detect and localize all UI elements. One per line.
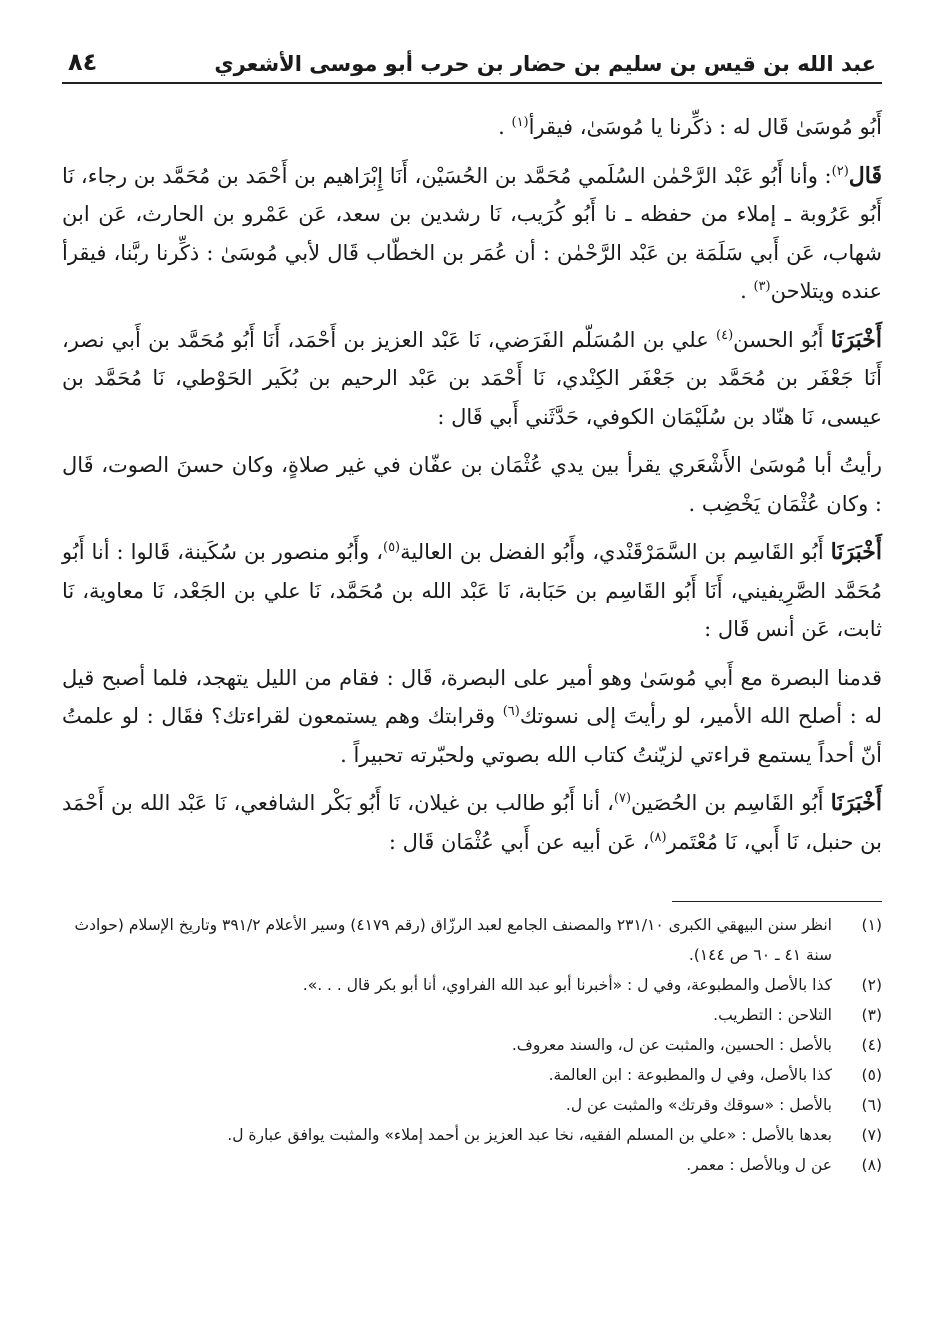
- paragraph-tail: .: [498, 115, 512, 139]
- header-title: عبد الله بن قيس بن سليم بن حضار بن حرب أبو موسى الأشعري: [214, 52, 876, 76]
- footnote-item: [62, 1030, 882, 1060]
- paragraph-text: أَبُو القَاسِم بن السَّمَرْقَنْدي، وأَبُو الفضل بن العالية: [400, 540, 831, 564]
- footnote-text: عن ل وبالأصل : معمر.: [686, 1156, 832, 1174]
- footnote-item: [62, 1150, 882, 1180]
- running-header: [62, 40, 882, 84]
- paragraph-2: [62, 157, 882, 311]
- paragraph-text: وقرابتك وهم يستمعون لقراءتك؟ فقَال : لو علمتُ أنّ أحداً يستمع قراءتي لزيّنتُ كتاب الله بصوتي ولحبّرته تحبيراً .: [62, 704, 882, 767]
- paragraph-lead: أَخْبَرَنَا: [830, 539, 882, 565]
- paragraph-3: [62, 321, 882, 437]
- paragraph-4: [62, 446, 882, 523]
- paragraph-lead: قَال: [848, 162, 882, 189]
- paragraph-text: : وأنا أَبُو عَبْد الرَّحْمٰن السُلَمي مُحَمَّد بن الحُسَيْن، أَنَا إِبْرَاهيم بن أَحْمَد بن مُحَمَّد بن رجاء، نَا أَبُو عَرُوبة ـ إملاء من حفظه ـ نا أَبُو كُرَيب، نَا رشدين بن سعد، عَن عَمْرو بن الحارث، عَن ابن شهاب، عَن أَبي سَلَمَة بن عَبْد الرَّحْمٰن : أن عُمَر بن الخطّاب قَال لأبي مُوسَىٰ : ذكِّرنا ربَّنا، فيقرأ عنده ويتلاحن: [62, 163, 882, 303]
- footnote-ref: (٨): [649, 829, 667, 845]
- paragraph-lead: أَخْبَرَنَا: [830, 326, 883, 353]
- book-page: [62, 40, 882, 1310]
- paragraph-5: [62, 533, 882, 649]
- footnote-number: (١): [861, 916, 882, 934]
- paragraph-lead: أَخْبَرَنَا: [830, 790, 882, 816]
- footnote-ref: (٣): [753, 279, 771, 294]
- footnote-item: [62, 1060, 882, 1090]
- footnote-item: [62, 1000, 882, 1030]
- footnote-ref: (١): [511, 115, 529, 130]
- footnote-text: كذا بالأصل، وفي ل والمطبوعة : ابن العالمة.: [548, 1066, 832, 1084]
- footnote-number: (٣): [861, 1006, 882, 1024]
- page-number: ٨٤: [68, 48, 98, 76]
- footnote-text: التلاحن : التطريب.: [713, 1006, 832, 1024]
- paragraph-7: [62, 784, 882, 861]
- footnote-number: (٦): [861, 1096, 882, 1114]
- paragraph-text: رأيتُ أبا مُوسَىٰ الأَشْعَري يقرأ بين يدي عُثْمَان بن عفّان في غير صلاةٍ، وكان حسنَ الصوت، قَال : وكان عُثْمَان يَخْضِب .: [62, 453, 882, 516]
- footnote-text: بعدها بالأصل : «علي بن المسلم الفقيه، نخا عبد العزيز بن أحمد إملاء» والمثبت يوافق عبارة ل.: [227, 1126, 832, 1144]
- footnote-text: انظر سنن البيهقي الكبرى ٢٣١/١٠ والمصنف الجامع لعبد الرزّاق (رقم ٤١٧٩) وسير الأعلام ٣٩١/٢ وتاريخ الإسلام (حوادث سنة ٤١ ـ ٦٠ ص ١٤٤).: [74, 916, 832, 964]
- footnote-text: بالأصل : الحسين، والمثبت عن ل، والسند معروف.: [511, 1036, 832, 1054]
- footnote-item: [62, 910, 882, 970]
- paragraph-text: ، أنا أَبُو طالب بن غيلان، نَا أَبُو بَكْر الشافعي، نَا عَبْد الله بن أَحْمَد بن حنبل، نَا أَبي، نَا مُعْتَمر: [62, 791, 882, 854]
- footnote-number: (٢): [861, 976, 882, 994]
- footnote-ref: (٧): [613, 791, 632, 806]
- paragraph-6: [62, 659, 882, 775]
- paragraph-text: أَبُو القَاسِم بن الحُصَين: [631, 791, 831, 815]
- footnote-text: كذا بالأصل والمطبوعة، وفي ل : «أخبرنا أبو عبد الله الفراوي، أنا أبو بكر قال . . .».: [302, 976, 832, 994]
- footnote-item: [62, 1090, 882, 1120]
- paragraph-text: ، عَن أبيه عن أَبي عُثْمَان قَال :: [388, 829, 650, 854]
- footnote-number: (٥): [861, 1066, 882, 1084]
- footnote-number: (٤): [861, 1036, 882, 1054]
- paragraph-tail: .: [740, 279, 754, 303]
- main-text: [62, 108, 882, 861]
- footnote-text: بالأصل : «سوقك وقرتك» والمثبت عن ل.: [565, 1096, 832, 1114]
- paragraph-1: [62, 108, 882, 147]
- paragraph-text: ، وأَبُو منصور بن سُكَينة، قَالوا : أنا أَبُو مُحَمَّد الصَّرِيفيني، أَنَا أَبُو القَاسِم بن حَبَابة، نَا عَبْد الله بن مُحَمَّد، نَا علي بن الجَعْد، نَا معاوية، نَا ثابت، عَن أنس قَال :: [62, 540, 882, 641]
- footnote-number: (٨): [861, 1156, 882, 1174]
- footnote-number: (٧): [861, 1126, 882, 1144]
- paragraph-text: أَبُو مُوسَىٰ قَال له : ذكِّرنا يا مُوسَىٰ، فيقرأ: [528, 115, 882, 139]
- footnote-ref: (٥): [382, 540, 401, 555]
- paragraph-text: علي بن المُسَلّم الفَرَضي، نَا عَبْد العزيز بن أَحْمَد، أَنَا أَبُو مُحَمَّد بن أَبي نصر، أَنَا جَعْفَر بن مُحَمَّد بن جَعْفَر الكِنْدي، نَا أَحْمَد بن عَبْد الرحيم بن بُكَير الحَوْطي، نَا مُحَمَّد بن عيسى، نَا هنّاد بن سُلَيْمَان الكوفي، حَدَّثَني أَبي قَال :: [62, 327, 882, 429]
- paragraph-text: قدمنا البصرة مع أَبي مُوسَىٰ وهو أمير على البصرة، قَال : فقام من الليل يتهجد، فلما أصبح قيل له : أصلح الله الأمير، لو رأيتَ إلى نسوتك: [62, 665, 882, 728]
- footnote-item: [62, 970, 882, 1000]
- footnote-ref: (٤): [716, 327, 734, 343]
- footnote-separator: [672, 901, 882, 902]
- footnotes-section: [62, 910, 882, 1180]
- paragraph-text: أَبُو الحسن: [733, 327, 831, 352]
- footnote-item: [62, 1120, 882, 1150]
- footnote-ref: (٦): [502, 704, 520, 719]
- footnote-ref: (٢): [831, 163, 849, 179]
